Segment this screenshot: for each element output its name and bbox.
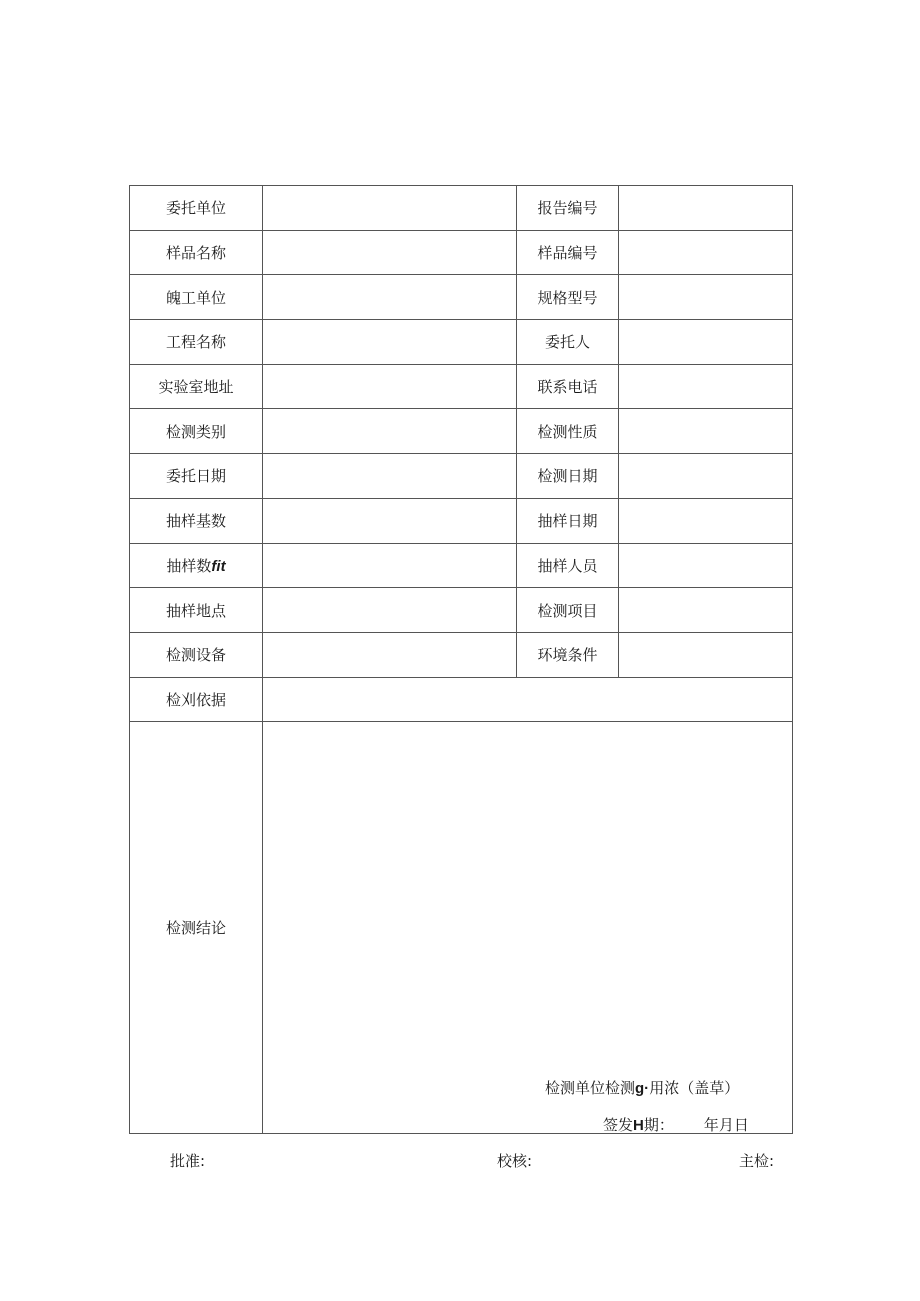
field-label: 样品名称 [130,230,263,275]
field-label: 联系电话 [517,364,619,409]
seal-prefix: 检测单位检测 [545,1079,636,1098]
table-row [130,186,793,231]
field-value[interactable] [263,454,517,499]
field-label: 检测性质 [517,409,619,454]
field-label: 委托日期 [130,454,263,499]
field-value[interactable] [619,454,793,499]
date-text: 年月日 [703,1116,749,1135]
field-label: 规格型号 [517,275,619,320]
issue-date-line [603,1114,749,1135]
seal-bold: g· [635,1080,650,1098]
conclusion-row [130,722,793,1134]
field-value[interactable] [263,364,517,409]
main-inspector-signature-label: 主检: [739,1152,775,1170]
field-label: 委托单位 [130,186,263,231]
table-row [130,275,793,320]
basis-label: 检刈依据 [130,677,263,722]
field-label: 抽样人员 [517,543,619,588]
field-label: 检测日期 [517,454,619,499]
field-label [130,543,263,588]
field-label: 环境条件 [517,632,619,677]
field-value[interactable] [263,186,517,231]
field-value[interactable] [263,320,517,365]
field-value[interactable] [619,498,793,543]
field-value[interactable] [263,230,517,275]
field-value[interactable] [263,632,517,677]
field-value[interactable] [619,364,793,409]
field-value[interactable] [263,543,517,588]
basis-value[interactable] [263,677,793,722]
field-label: 检测设备 [130,632,263,677]
table-row [130,588,793,633]
field-value[interactable] [263,498,517,543]
field-value[interactable] [619,230,793,275]
inspection-report-table [129,185,793,1134]
table-row [130,632,793,677]
check-signature-label: 校核: [497,1152,533,1170]
field-value[interactable] [619,543,793,588]
table-row [130,364,793,409]
field-value[interactable] [263,588,517,633]
field-value[interactable] [619,409,793,454]
field-label: 检测类别 [130,409,263,454]
field-label: 抽样地点 [130,588,263,633]
table-row [130,543,793,588]
field-label: 抽样基数 [130,498,263,543]
table-row [130,498,793,543]
conclusion-cell[interactable] [263,722,793,1134]
sign-suffix: 期： [643,1116,674,1135]
field-value[interactable] [619,320,793,365]
field-label: 报告编号 [517,186,619,231]
field-label: 工程名称 [130,320,263,365]
sign-bold: H [633,1117,644,1135]
field-label: 样品编号 [517,230,619,275]
conclusion-label: 检测结论 [130,722,263,1134]
field-value[interactable] [619,632,793,677]
table-row [130,454,793,499]
field-value[interactable] [263,409,517,454]
field-label: 抽样日期 [517,498,619,543]
field-value[interactable] [619,588,793,633]
field-value[interactable] [263,275,517,320]
field-label: 实验室地址 [130,364,263,409]
table-row [130,230,793,275]
field-label-suffix: fit [211,557,226,575]
table-row [130,409,793,454]
field-value[interactable] [619,275,793,320]
table-row [130,320,793,365]
field-label: 魄工单位 [130,275,263,320]
field-label-text: 抽样数 [166,556,212,575]
approve-signature-label: 批准: [170,1152,206,1170]
field-label: 检测项目 [517,588,619,633]
seal-statement [545,1077,739,1098]
seal-suffix: 用浓（盖草） [649,1079,740,1098]
sign-prefix: 签发 [603,1116,634,1135]
field-value[interactable] [619,186,793,231]
basis-row [130,677,793,722]
field-label: 委托人 [517,320,619,365]
